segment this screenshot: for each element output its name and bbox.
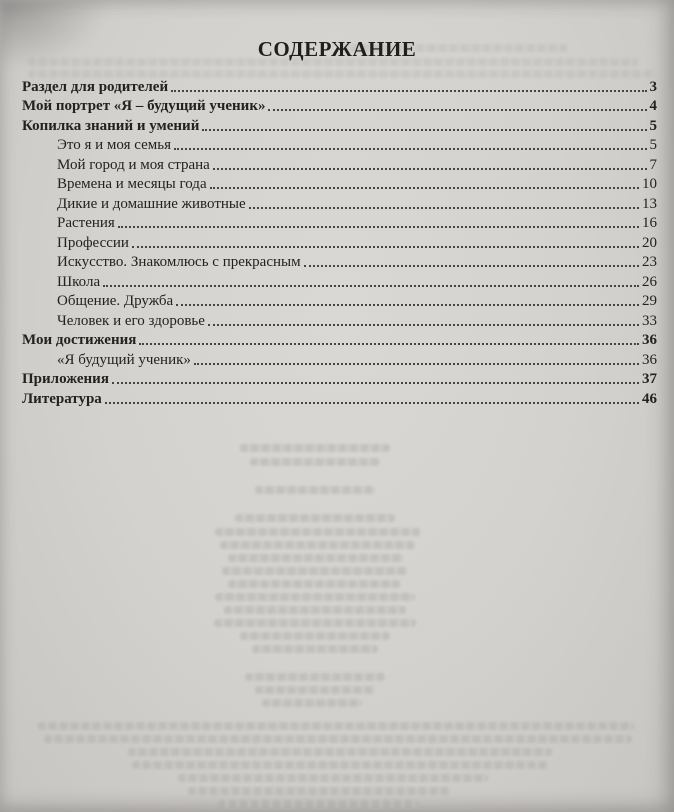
dot-leader bbox=[174, 148, 646, 150]
toc-entry-label: Времена и месяцы года bbox=[57, 176, 207, 192]
toc-entry-label: Общение. Дружба bbox=[57, 293, 174, 309]
toc-entry bbox=[22, 213, 657, 233]
toc-page-number: 37 bbox=[642, 371, 657, 387]
toc-entry-label: Дикие и домашние животные bbox=[57, 195, 246, 212]
bleed-through-line bbox=[235, 514, 395, 522]
toc-page-number: 5 bbox=[649, 137, 657, 153]
bleed-through-line bbox=[245, 673, 385, 681]
toc-page-number: 36 bbox=[642, 351, 657, 368]
toc-page-number: 20 bbox=[642, 234, 657, 251]
toc-page-number: 29 bbox=[642, 293, 657, 309]
page-title: СОДЕРЖАНИЕ bbox=[257, 37, 417, 61]
toc-page-number: 4 bbox=[649, 98, 657, 114]
toc-page-number: 16 bbox=[642, 215, 657, 231]
toc-entry bbox=[22, 252, 657, 272]
toc-entry-label: Раздел для родителей bbox=[22, 78, 169, 95]
dot-leader bbox=[304, 265, 639, 267]
toc-entry-label: Школа bbox=[57, 273, 101, 290]
bleed-through-line bbox=[215, 593, 415, 601]
toc-page-number: 3 bbox=[649, 78, 657, 95]
toc-entry-label: Растения bbox=[57, 215, 115, 231]
toc-entry-label: «Я будущий ученик» bbox=[57, 351, 191, 368]
toc-entry-label: Это я и моя семья bbox=[57, 137, 172, 153]
toc-entry-label: Мой портрет «Я – будущий ученик» bbox=[22, 98, 266, 114]
toc-entry bbox=[22, 154, 657, 174]
bleed-through-line bbox=[44, 735, 632, 743]
dot-leader bbox=[118, 226, 639, 228]
dot-leader bbox=[171, 90, 646, 92]
toc-page-number: 7 bbox=[649, 156, 657, 173]
toc-entry bbox=[22, 349, 657, 369]
toc-entry-label: Искусство. Знакомлюсь с прекрасным bbox=[57, 254, 301, 270]
toc-entry bbox=[22, 232, 657, 252]
bleed-through-line bbox=[222, 567, 407, 575]
bleed-through-line bbox=[228, 580, 400, 588]
dot-leader bbox=[139, 343, 639, 345]
dot-leader bbox=[210, 187, 639, 189]
bleed-through-line bbox=[252, 645, 378, 653]
dot-leader bbox=[213, 168, 647, 170]
dot-leader bbox=[112, 382, 639, 384]
toc-page-number: 13 bbox=[642, 195, 657, 212]
bleed-through-line bbox=[188, 787, 450, 795]
toc-entry-label: Человек и его здоровье bbox=[57, 312, 205, 329]
dot-leader bbox=[194, 363, 639, 365]
dot-leader bbox=[268, 109, 646, 111]
bleed-through-line bbox=[178, 774, 488, 782]
dot-leader bbox=[208, 324, 639, 326]
toc-page-number: 5 bbox=[649, 117, 657, 134]
bleed-through-line bbox=[255, 686, 375, 694]
bleed-through-line bbox=[224, 606, 406, 614]
toc-entry bbox=[22, 193, 657, 213]
toc-entry bbox=[22, 96, 657, 116]
toc-entry-label: Копилка знаний и умений bbox=[22, 117, 200, 134]
toc-entry-label: Литература bbox=[22, 390, 102, 407]
dot-leader bbox=[202, 129, 646, 131]
bleed-through-line bbox=[128, 748, 552, 756]
toc-page-number: 36 bbox=[642, 332, 657, 348]
bleed-through-line bbox=[250, 458, 380, 466]
toc-entry bbox=[22, 174, 657, 194]
bleed-through-line bbox=[220, 541, 415, 549]
toc-entry bbox=[22, 291, 657, 311]
bleed-through-line bbox=[218, 800, 418, 808]
toc-entry bbox=[22, 271, 657, 291]
dot-leader bbox=[249, 207, 639, 209]
bleed-through-line bbox=[214, 619, 416, 627]
bleed-through-line bbox=[215, 528, 420, 536]
bleed-through-line bbox=[240, 444, 390, 452]
toc-entry-label: Профессии bbox=[57, 234, 129, 251]
toc-entry bbox=[22, 388, 657, 408]
toc-entry bbox=[22, 330, 657, 350]
toc-page-number: 26 bbox=[642, 273, 657, 290]
toc-entry bbox=[22, 76, 657, 96]
table-of-contents bbox=[22, 76, 657, 408]
toc-page-number: 33 bbox=[642, 312, 657, 329]
dot-leader bbox=[132, 246, 639, 248]
toc-page-number: 46 bbox=[642, 390, 657, 407]
bleed-through-line bbox=[228, 554, 403, 562]
bleed-through-line bbox=[38, 722, 634, 730]
toc-entry bbox=[22, 135, 657, 155]
toc-entry-label: Приложения bbox=[22, 371, 109, 387]
dot-leader bbox=[176, 304, 639, 306]
toc-page-number: 10 bbox=[642, 176, 657, 192]
bleed-through-line bbox=[262, 699, 362, 707]
bleed-through-line bbox=[132, 761, 548, 769]
toc-entry bbox=[22, 310, 657, 330]
toc-entry bbox=[22, 369, 657, 389]
dot-leader bbox=[105, 402, 639, 404]
toc-entry-label: Мой город и моя страна bbox=[57, 156, 210, 173]
dot-leader bbox=[103, 285, 639, 287]
toc-entry bbox=[22, 115, 657, 135]
bleed-through-line bbox=[240, 632, 390, 640]
bleed-through-line bbox=[255, 486, 375, 494]
toc-page-number: 23 bbox=[642, 254, 657, 270]
toc-entry-label: Мои достижения bbox=[22, 332, 137, 348]
